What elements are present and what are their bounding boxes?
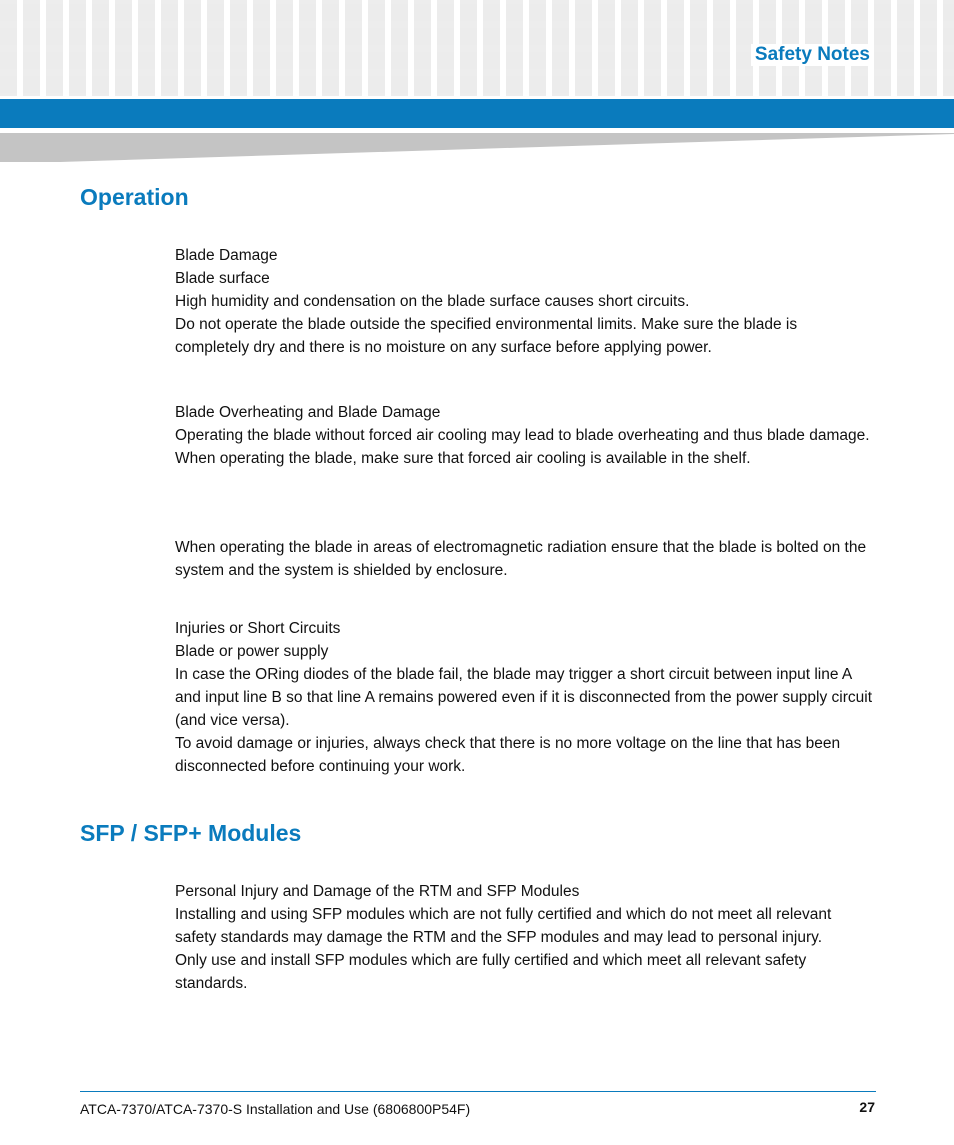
pattern-row <box>0 28 954 45</box>
note-title: Injuries or Short Circuits <box>175 620 341 637</box>
note-text: Only use and install SFP modules which are fully certified and which meet all relevant safety standards. <box>175 952 807 992</box>
page-header-title: Safety Notes <box>751 44 874 66</box>
note-short-circuits <box>175 617 875 778</box>
header-blue-bar <box>0 99 954 128</box>
note-electromagnetic <box>175 536 875 582</box>
note-text: Operating the blade without forced air cooling may lead to blade overheating and thus blade damage. <box>175 427 870 444</box>
pattern-row <box>0 76 954 93</box>
note-blade-overheating <box>175 401 875 470</box>
note-text: Installing and using SFP modules which are not fully certified and which do not meet all relevant safety standards may damage the RTM and the SFP modules and may lead to personal injury. <box>175 906 832 946</box>
footer-document-title: ATCA-7370/ATCA-7370-S Installation and Use (6806800P54F) <box>80 1101 471 1117</box>
note-text: High humidity and condensation on the blade surface causes short circuits. <box>175 293 690 310</box>
footer-divider <box>80 1091 876 1092</box>
section-heading-operation: Operation <box>80 184 189 210</box>
note-text: In case the ORing diodes of the blade fail, the blade may trigger a short circuit between input line A and input line B so that line A remains powered even if it is disconnected from the power supply circuit (and vice versa). <box>175 666 873 729</box>
note-subject: Blade or power supply <box>175 643 329 660</box>
note-subject: Blade surface <box>175 270 270 287</box>
note-text: Do not operate the blade outside the specified environmental limits. Make sure the blade is completely dry and there is no moisture on any surface before applying power. <box>175 316 798 356</box>
note-text: When operating the blade in areas of electromagnetic radiation ensure that the blade is bolted on the system and the system is shielded by enclosure. <box>175 539 867 579</box>
note-blade-damage <box>175 244 875 359</box>
note-title: Personal Injury and Damage of the RTM and SFP Modules <box>175 883 580 900</box>
note-text: When operating the blade, make sure that forced air cooling is available in the shelf. <box>175 450 751 467</box>
note-sfp-injury <box>175 880 875 995</box>
pattern-row <box>0 4 954 21</box>
note-title: Blade Overheating and Blade Damage <box>175 404 441 421</box>
note-title: Blade Damage <box>175 247 278 264</box>
header-grey-wedge <box>0 128 954 164</box>
note-text: To avoid damage or injuries, always check that there is no more voltage on the line that has been disconnected before continuing your work. <box>175 735 841 775</box>
section-heading-sfp-modules: SFP / SFP+ Modules <box>80 820 302 846</box>
page-number: 27 <box>859 1099 875 1115</box>
